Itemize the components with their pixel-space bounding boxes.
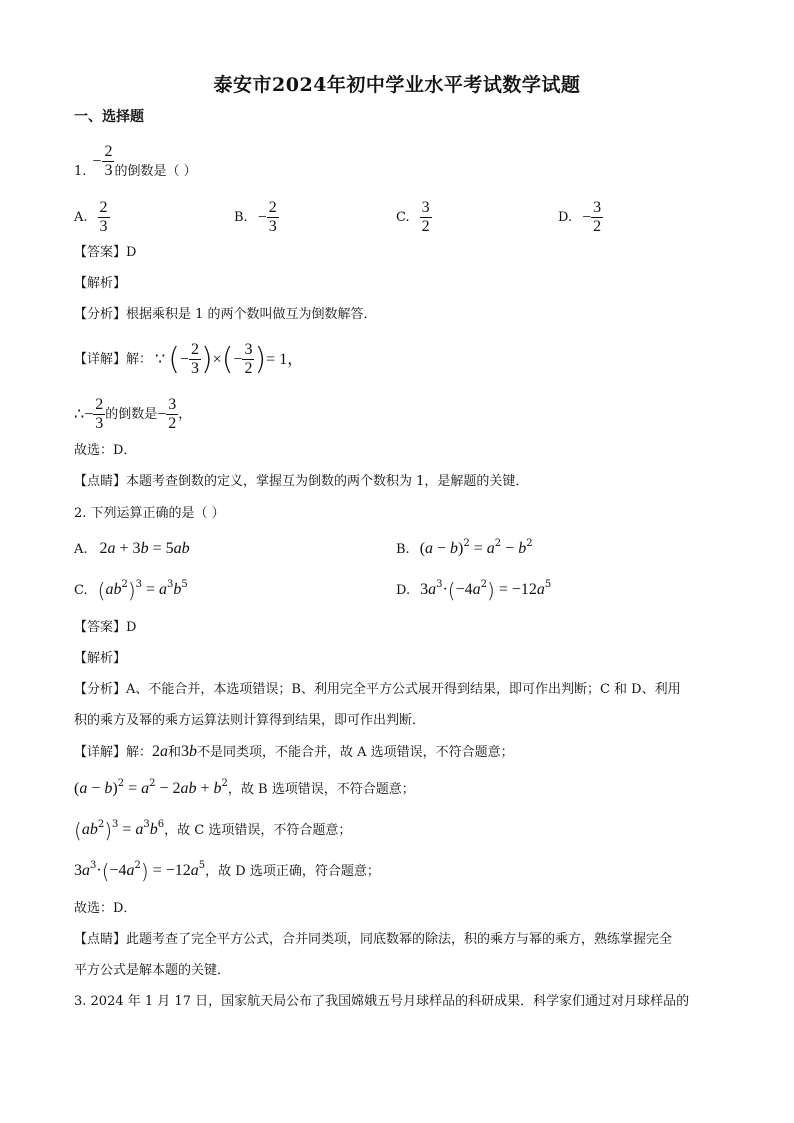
q1-answer: 【答案】D <box>74 245 137 260</box>
q1-number: 1. <box>74 163 87 179</box>
section-heading: 一、选择题 <box>74 109 144 125</box>
q1-fenxi: 【分析】根据乘积是 1 的两个数叫做互为倒数解答． <box>74 307 377 322</box>
q2-stem: 2. 下列运算正确的是（ ） <box>74 506 225 521</box>
q2-dianjing-line1: 【点睛】此题考查了完全平方公式，合并同类项，同底数幂的除法，积的乘方与幂的乘方，熟练掌握完全 <box>74 932 673 947</box>
q1-choose: 故选：D． <box>74 443 137 458</box>
q1-dianjing: 【点睛】本题考查倒数的定义，掌握互为倒数的两个数积为 1，是解题的关键． <box>74 474 529 489</box>
q3-stem: 3. 2024 年 1 月 17 日，国家航天局公布了我国嫦娥五号月球样品的科研成果．科学家们通过对月球样品的 <box>74 994 690 1009</box>
q2-option-a: A. 2a + 3b = 5ab <box>74 540 190 557</box>
q1-option-b: B. − $\frac{2}{3}$ <box>234 199 277 235</box>
q2-option-d: D. $3a^3\cdot(-4a^2) = -12a^5$ <box>396 578 552 603</box>
q2-jiexi: 【解析】 <box>74 651 127 666</box>
q1-option-d: D. − $\frac{3}{2}$ <box>558 199 602 235</box>
q2-detail-line3: $(ab^2)^3 = a^3b^6$，故 C 选项错误，不符合题意； <box>74 818 352 843</box>
q2-option-c: C. $(ab^2)^3 = a^3b^5$ <box>74 578 188 603</box>
q1-stem-text: 的倒数是（ ） <box>114 163 197 179</box>
q2-detail-line4: $3a^3\cdot(-4a^2) = -12a^5$，故 D 选项正确，符合题意； <box>74 859 380 884</box>
q2-detail-line1: 【详解】解：2a和3b不是同类项，不能合并，故 A 选项错误，不符合题意； <box>74 743 514 760</box>
q1-option-c: C. $\frac{3}{2}$ <box>396 199 430 235</box>
page-title: 泰安市2024年初中学业水平考试数学试题 <box>213 74 581 96</box>
q1-option-a: A. $\frac{2}{3}$ <box>74 199 108 235</box>
q2-fenxi-line1: 【分析】A、不能合并，本选项错误；B、利用完全平方公式展开得到结果，即可作出判断；C 和 D、利用 <box>74 682 681 697</box>
q2-option-b: B. $(a - b)^2 = a^2 - b^2$ <box>396 538 533 557</box>
q2-answer: 【答案】D <box>74 620 137 635</box>
q2-choose: 故选：D． <box>74 901 137 916</box>
q1-therefore: ∴ − $\frac{2}{3}$ 的倒数是 − $\frac{3}{2}$ ， <box>74 396 192 432</box>
q1-jiexi: 【解析】 <box>74 276 127 291</box>
q2-dianjing-line2: 平方公式是解本题的关键． <box>74 963 231 978</box>
q1-detail: 【详解】解： ∵ ( − $\frac{2}{3}$ ) × ( − $\frac{3}{2}$ ) = 1， <box>74 341 304 377</box>
q2-fenxi-line2: 积的乘方及幂的乘方运算法则计算得到结果，即可作出判断． <box>74 713 426 728</box>
q1-fraction: $\frac{2}{3}$ <box>104 143 113 179</box>
q1-stem: 1. − $\frac{2}{3}$ 的倒数是（ ） <box>74 143 197 179</box>
q2-detail-line2: $(a - b)^2 = a^2 - 2ab + b^2$，故 B 选项错误，不符合题意； <box>74 778 415 797</box>
